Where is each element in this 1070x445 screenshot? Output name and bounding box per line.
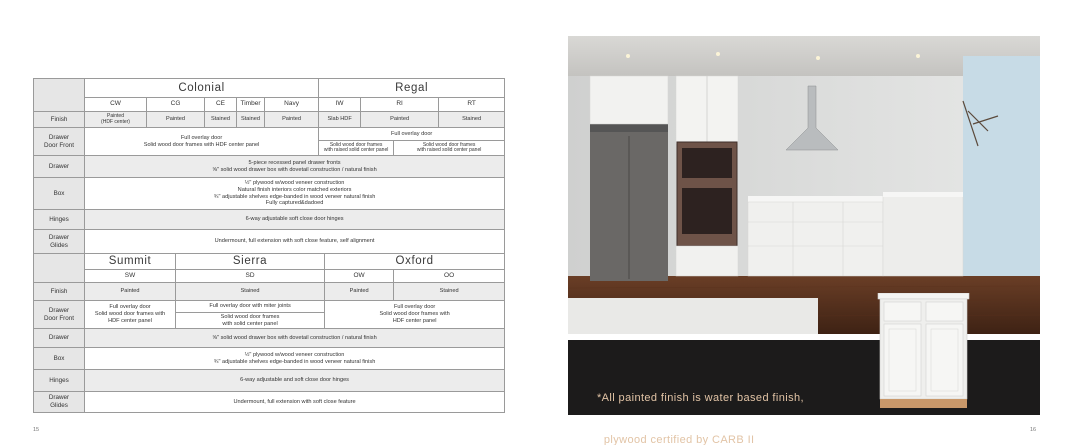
page-number-right: 16	[1030, 427, 1037, 433]
finish-ri: Painted	[361, 112, 439, 128]
row-label-hinges: Hinges	[34, 210, 85, 230]
code-ow: OW	[325, 270, 394, 283]
drawer-spec: 5-piece recessed panel drawer fronts ⅝" solid wood drawer box with dovetail construction / natural finish	[85, 156, 505, 178]
code-sd: SD	[176, 270, 325, 283]
door-front-sierra-bottom: Solid wood door frames with solid center panel	[176, 313, 325, 329]
finish-sd: Stained	[176, 283, 325, 301]
finish-timber: Stained	[237, 112, 265, 128]
row-label-hinges-lower: Hinges	[34, 370, 85, 392]
row-label-drawer-lower: Drawer	[34, 329, 85, 348]
finish-iw: Slab HDF	[319, 112, 361, 128]
row-label-drawer-glides-lower: Drawer Glides	[34, 392, 85, 413]
code-rt: RT	[439, 98, 505, 112]
hinges-spec: 6-way adjustable soft close door hinges	[85, 210, 505, 230]
group-sierra: Sierra	[176, 254, 325, 270]
group-oxford: Oxford	[325, 254, 505, 270]
row-label-drawer-door-front: Drawer Door Front	[34, 128, 85, 156]
header-blank-cell-lower	[34, 254, 85, 283]
row-label-drawer-glides: Drawer Glides	[34, 230, 85, 254]
finish-cw: Painted (HDF center)	[85, 112, 147, 128]
finish-sw: Painted	[85, 283, 176, 301]
code-timber: Timber	[237, 98, 265, 112]
base-cabinet-product-image	[876, 293, 971, 410]
page-number-left: 15	[33, 427, 40, 433]
door-front-sierra-top: Full overlay door with miter joints	[176, 301, 325, 313]
row-label-drawer-door-front-lower: Drawer Door Front	[34, 301, 85, 329]
row-label-finish-lower: Finish	[34, 283, 85, 301]
finish-cg: Painted	[147, 112, 205, 128]
caption-text	[597, 363, 804, 445]
box-spec: ½" plywood w/wood veneer construction Natural finish interiors color matched exteriors ¾" adjustable shelves edge-banded in wood veneer natural finish Fully captured&dadoed	[85, 178, 505, 210]
code-cg: CG	[147, 98, 205, 112]
door-front-rt: Solid wood door frames with raised solid center panel	[394, 141, 505, 156]
code-navy: Navy	[265, 98, 319, 112]
caption-line-1: *All painted finish is water based finish,	[597, 392, 804, 404]
cabinet-spec-table	[33, 78, 505, 413]
countertop	[748, 196, 883, 202]
hinges-spec-lower: 6-way adjustable and soft close door hinges	[85, 370, 505, 392]
window	[963, 56, 1040, 276]
code-iw: IW	[319, 98, 361, 112]
glides-spec: Undermount, full extension with soft close feature, self alignment	[85, 230, 505, 254]
island-top	[568, 298, 818, 334]
base-cabinets	[748, 202, 883, 276]
row-label-box-lower: Box	[34, 348, 85, 370]
door-front-regal: Full overlay door	[319, 128, 505, 141]
row-label-finish: Finish	[34, 112, 85, 128]
group-summit: Summit	[85, 254, 176, 270]
group-regal: Regal	[319, 79, 505, 98]
door-front-summit: Full overlay door Solid wood door frames with HDF center panel	[85, 301, 176, 329]
row-label-drawer: Drawer	[34, 156, 85, 178]
row-label-box: Box	[34, 178, 85, 210]
group-colonial: Colonial	[85, 79, 319, 98]
finish-ow: Painted	[325, 283, 394, 301]
drawer-spec-lower: ⅝" solid wood drawer box with dovetail construction / natural finish	[85, 329, 505, 348]
finish-oo: Stained	[394, 283, 505, 301]
code-cw: CW	[85, 98, 147, 112]
door-front-oxford: Full overlay door Solid wood door frames with HDF center panel	[325, 301, 505, 329]
finish-navy: Painted	[265, 112, 319, 128]
caption-line-2: plywood certified by CARB II	[597, 434, 755, 445]
finish-rt: Stained	[439, 112, 505, 128]
glides-spec-lower: Undermount, full extension with soft close feature	[85, 392, 505, 413]
box-spec-lower: ½" plywood w/wood veneer construction ¾" adjustable shelves edge-banded in wood veneer natural finish	[85, 348, 505, 370]
door-front-ri: Solid wood door frames with raised solid center panel	[319, 141, 394, 156]
kitchen-illustration	[568, 36, 1040, 334]
code-oo: OO	[394, 270, 505, 283]
door-front-colonial: Full overlay door Solid wood door frames with HDF center panel	[85, 128, 319, 156]
code-ri: RI	[361, 98, 439, 112]
kitchen-photo	[568, 36, 1040, 334]
finish-ce: Stained	[205, 112, 237, 128]
code-ce: CE	[205, 98, 237, 112]
code-sw: SW	[85, 270, 176, 283]
header-blank-cell	[34, 79, 85, 112]
